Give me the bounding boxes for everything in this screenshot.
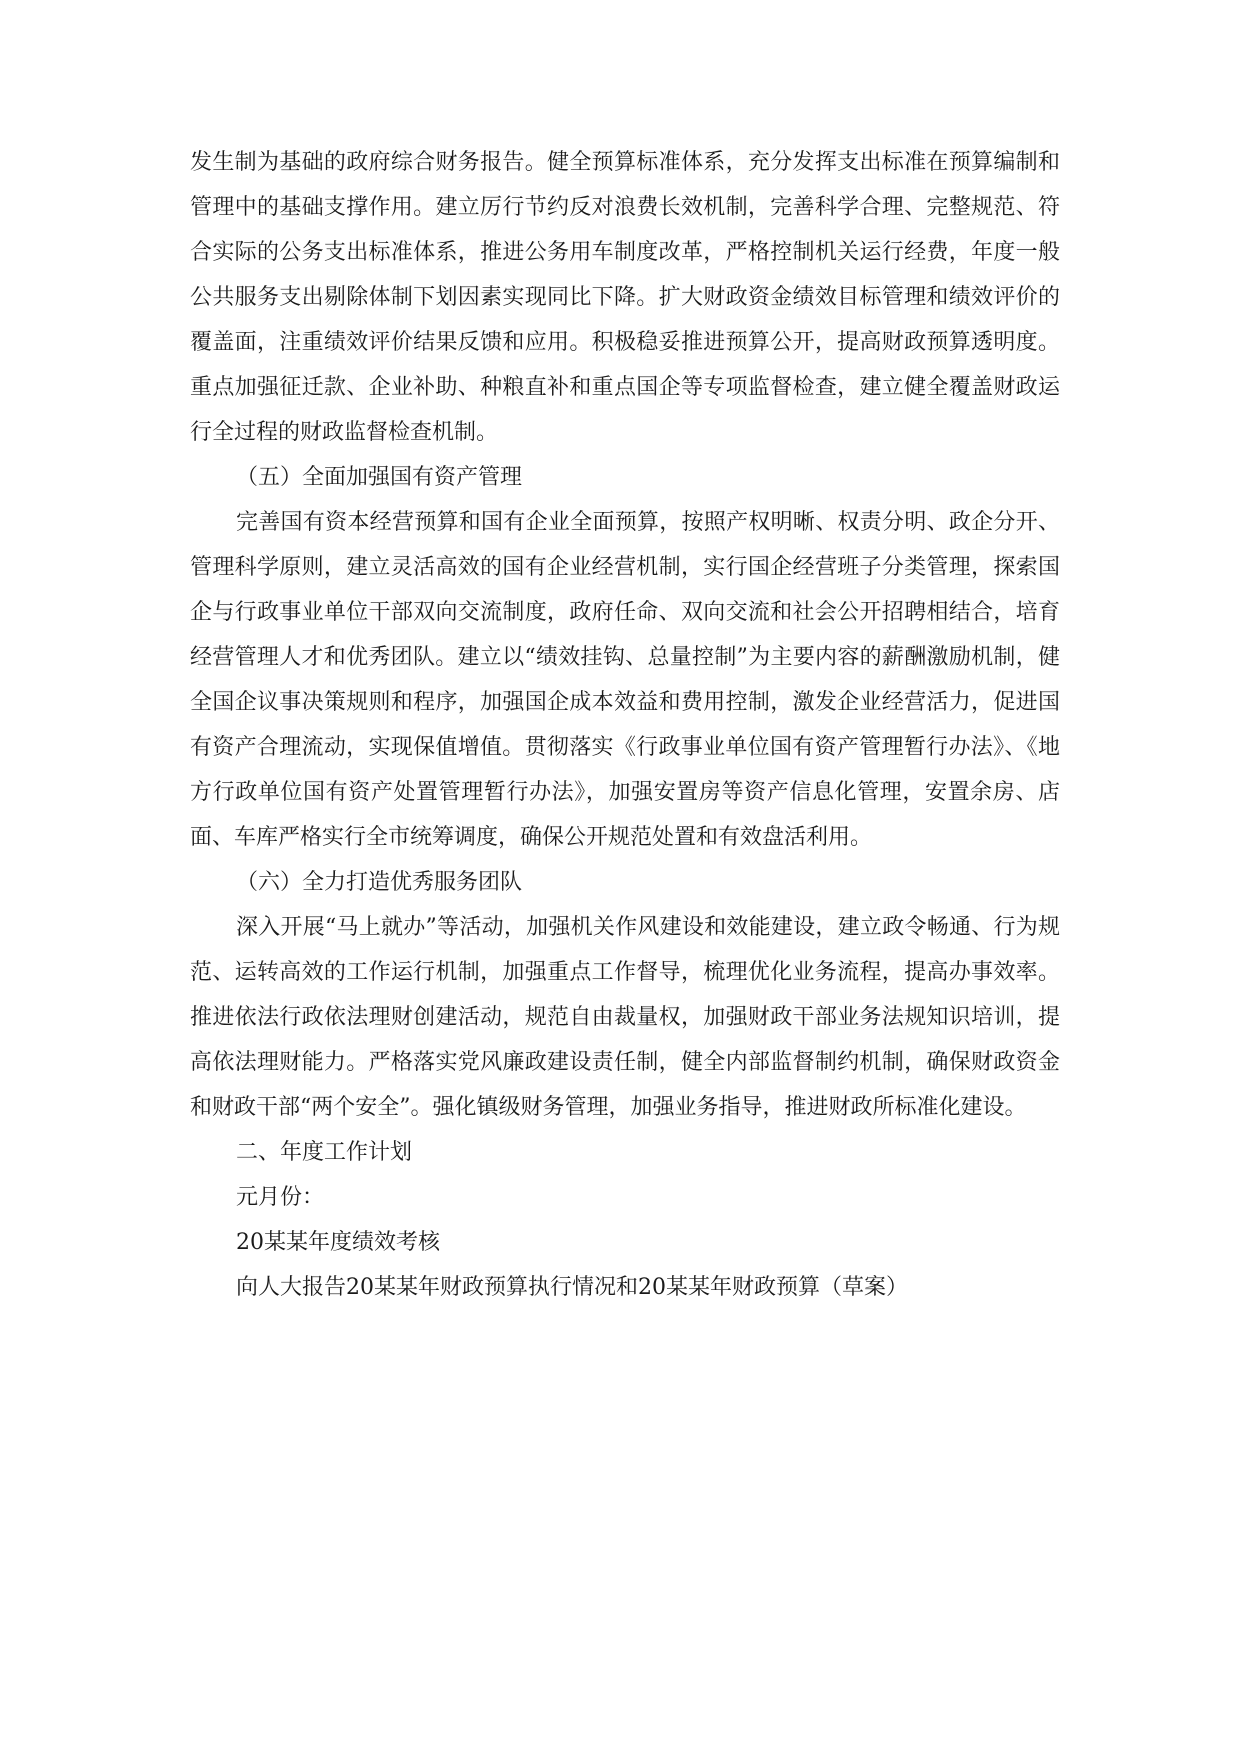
plan-item-budget-report: 向人大报告20某某年财政预算执行情况和20某某年财政预算（草案）: [236, 1275, 908, 1300]
section-heading-team: （六）全力打造优秀服务团队: [236, 870, 523, 895]
paragraph-continuation: 发生制为基础的政府综合财务报告。健全预算标准体系，充分发挥支出标准在预算编制和管理中的基础支撑作用。建立厉行节约反对浪费长效机制，完善科学合理、完整规范、符合实际的公务支出标准体系，推进公务用车制度改革，严格控制机关运行经费，年度一般公共服务支出剔除体制下划因素实现同比下降。扩大财政资金绩效目标管理和绩效评价的覆盖面，注重绩效评价结果反馈和应用。积极稳妥推进预算公开，提高财政预算透明度。重点加强征迁款、企业补助、种粮直补和重点国企等专项监督检查，建立健全覆盖财政运行全过程的财政监督检查机制。: [190, 150, 1060, 445]
section-heading-assets: （五）全面加强国有资产管理: [236, 465, 523, 490]
paragraph-assets: 完善国有资本经营预算和国有企业全面预算，按照产权明晰、权责分明、政企分开、管理科学原则，建立灵活高效的国有企业经营机制，实行国企经营班子分类管理，探索国企与行政事业单位干部双向交流制度，政府任命、双向交流和社会公开招聘相结合，培育经营管理人才和优秀团队。建立以“绩效挂钩、总量控制”为主要内容的薪酬激励机制，健全国企议事决策规则和程序，加强国企成本效益和费用控制，激发企业经营活力，促进国有资产合理流动，实现保值增值。贯彻落实《行政事业单位国有资产管理暂行办法》、《地方行政单位国有资产处置管理暂行办法》，加强安置房等资产信息化管理，安置余房、店面、车库严格实行全市统筹调度，确保公开规范处置和有效盘活利用。: [190, 510, 1060, 850]
plan-item-performance-review: 20某某年度绩效考核: [236, 1230, 440, 1255]
section-heading-annual-plan: 二、年度工作计划: [236, 1140, 413, 1165]
plan-month-label: 元月份：: [236, 1185, 325, 1210]
document-body: [190, 140, 1060, 1310]
paragraph-team: 深入开展“马上就办”等活动，加强机关作风建设和效能建设，建立政令畅通、行为规范、运转高效的工作运行机制，加强重点工作督导，梳理优化业务流程，提高办事效率。推进依法行政依法理财创建活动，规范自由裁量权，加强财政干部业务法规知识培训，提高依法理财能力。严格落实党风廉政建设责任制，健全内部监督制约机制，确保财政资金和财政干部“两个安全”。强化镇级财务管理，加强业务指导，推进财政所标准化建设。: [190, 915, 1060, 1120]
